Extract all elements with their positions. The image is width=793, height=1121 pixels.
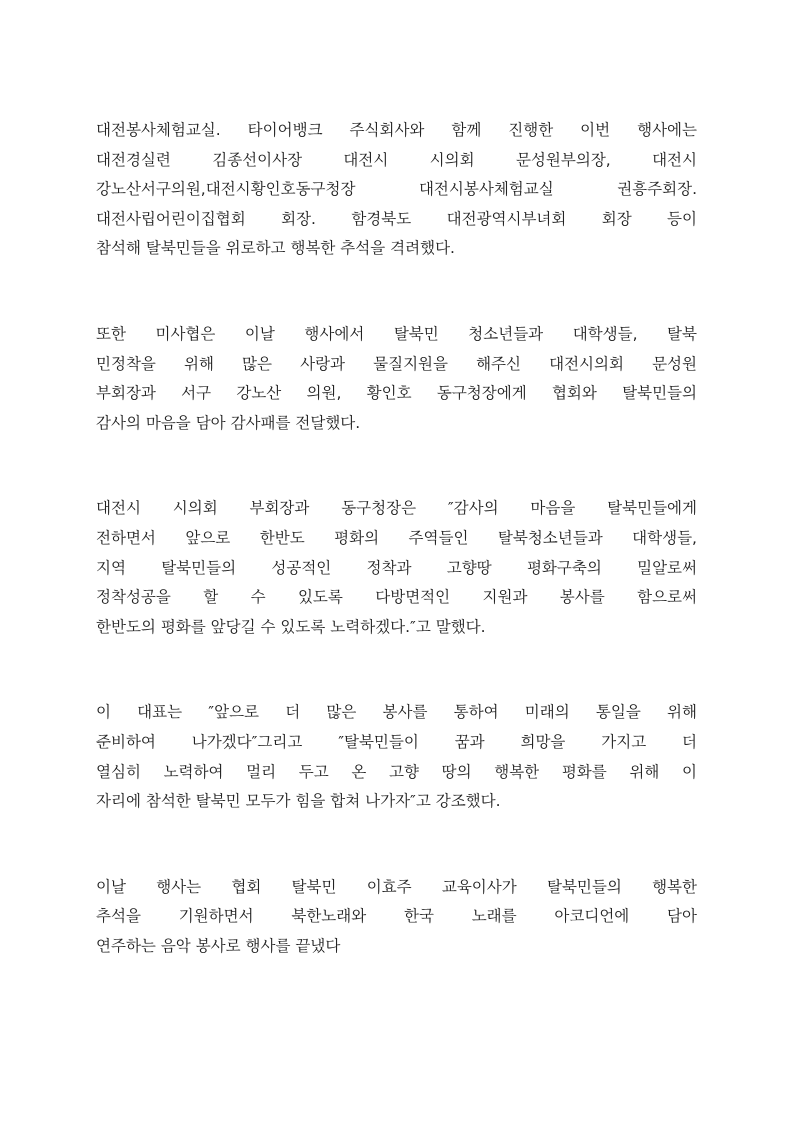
article-body (96, 116, 697, 961)
text-line: 정착성공을 할 수 있도록 다방면적인 지원과 봉사를 함으로써 (96, 588, 697, 607)
text-line: 준비하여 나가겠다″그리고 ″탈북민들이 꿈과 희망을 가지고 더 (96, 732, 697, 751)
text-line: 자리에 참석한 탈북민 모두가 힘을 합쳐 나가자″고 강조했다. (96, 792, 501, 811)
text-line: 대전경실련 김종선이사장 대전시 시의회 문성원부의장, 대전시 (96, 150, 697, 169)
text-line: 한반도의 평화를 앞당길 수 있도록 노력하겠다.″고 말했다. (96, 617, 486, 636)
paragraph-3 (96, 494, 697, 642)
paragraph-5 (96, 873, 697, 962)
text-line: 강노산서구의원,대전시황인호동구청장 대전시봉사체험교실 권흥주회장. (96, 180, 697, 199)
text-line: 감사의 마음을 담아 감사패를 전달했다. (96, 413, 361, 432)
text-line: 이 대표는 ″앞으로 더 많은 봉사를 통하여 미래의 통일을 위해 (96, 703, 697, 722)
text-line: 대전사립어린이집협회 회장. 함경북도 대전광역시부녀회 회장 등이 (96, 209, 697, 228)
text-line: 참석해 탈북민들을 위로하고 행복한 추석을 격려했다. (96, 239, 455, 258)
text-line: 전하면서 앞으로 한반도 평화의 주역들인 탈북청소년들과 대학생들, (96, 528, 697, 547)
text-line: 또한 미사협은 이날 행사에서 탈북민 청소년들과 대학생들, 탈북 (96, 324, 697, 343)
text-line: 대전봉사체험교실. 타이어뱅크 주식회사와 함께 진행한 이번 행사에는 (96, 121, 697, 139)
text-line: 연주하는 음악 봉사로 행사를 끝냈다 (96, 936, 341, 955)
text-line: 추석을 기원하면서 북한노래와 한국 노래를 아코디언에 담아 (96, 907, 697, 926)
text-line: 지역 탈북민들의 성공적인 정착과 고향땅 평화구축의 밀알로써 (96, 558, 697, 577)
text-line: 대전시 시의회 부회장과 동구청장은 ″감사의 마음을 탈북민들에게 (96, 499, 697, 518)
paragraph-4 (96, 698, 697, 816)
text-line: 열심히 노력하여 멀리 두고 온 고향 땅의 행복한 평화를 위해 이 (96, 762, 697, 781)
text-line: 이날 행사는 협회 탈북민 이효주 교육이사가 탈북민들의 행복한 (96, 877, 697, 896)
text-line: 민정착을 위해 많은 사랑과 물질지원을 해주신 대전시의회 문성원 (96, 354, 697, 373)
text-line: 부회장과 서구 강노산 의원, 황인호 동구청장에게 협회와 탈북민들의 (96, 384, 697, 403)
paragraph-2 (96, 320, 697, 438)
paragraph-1 (96, 116, 697, 264)
